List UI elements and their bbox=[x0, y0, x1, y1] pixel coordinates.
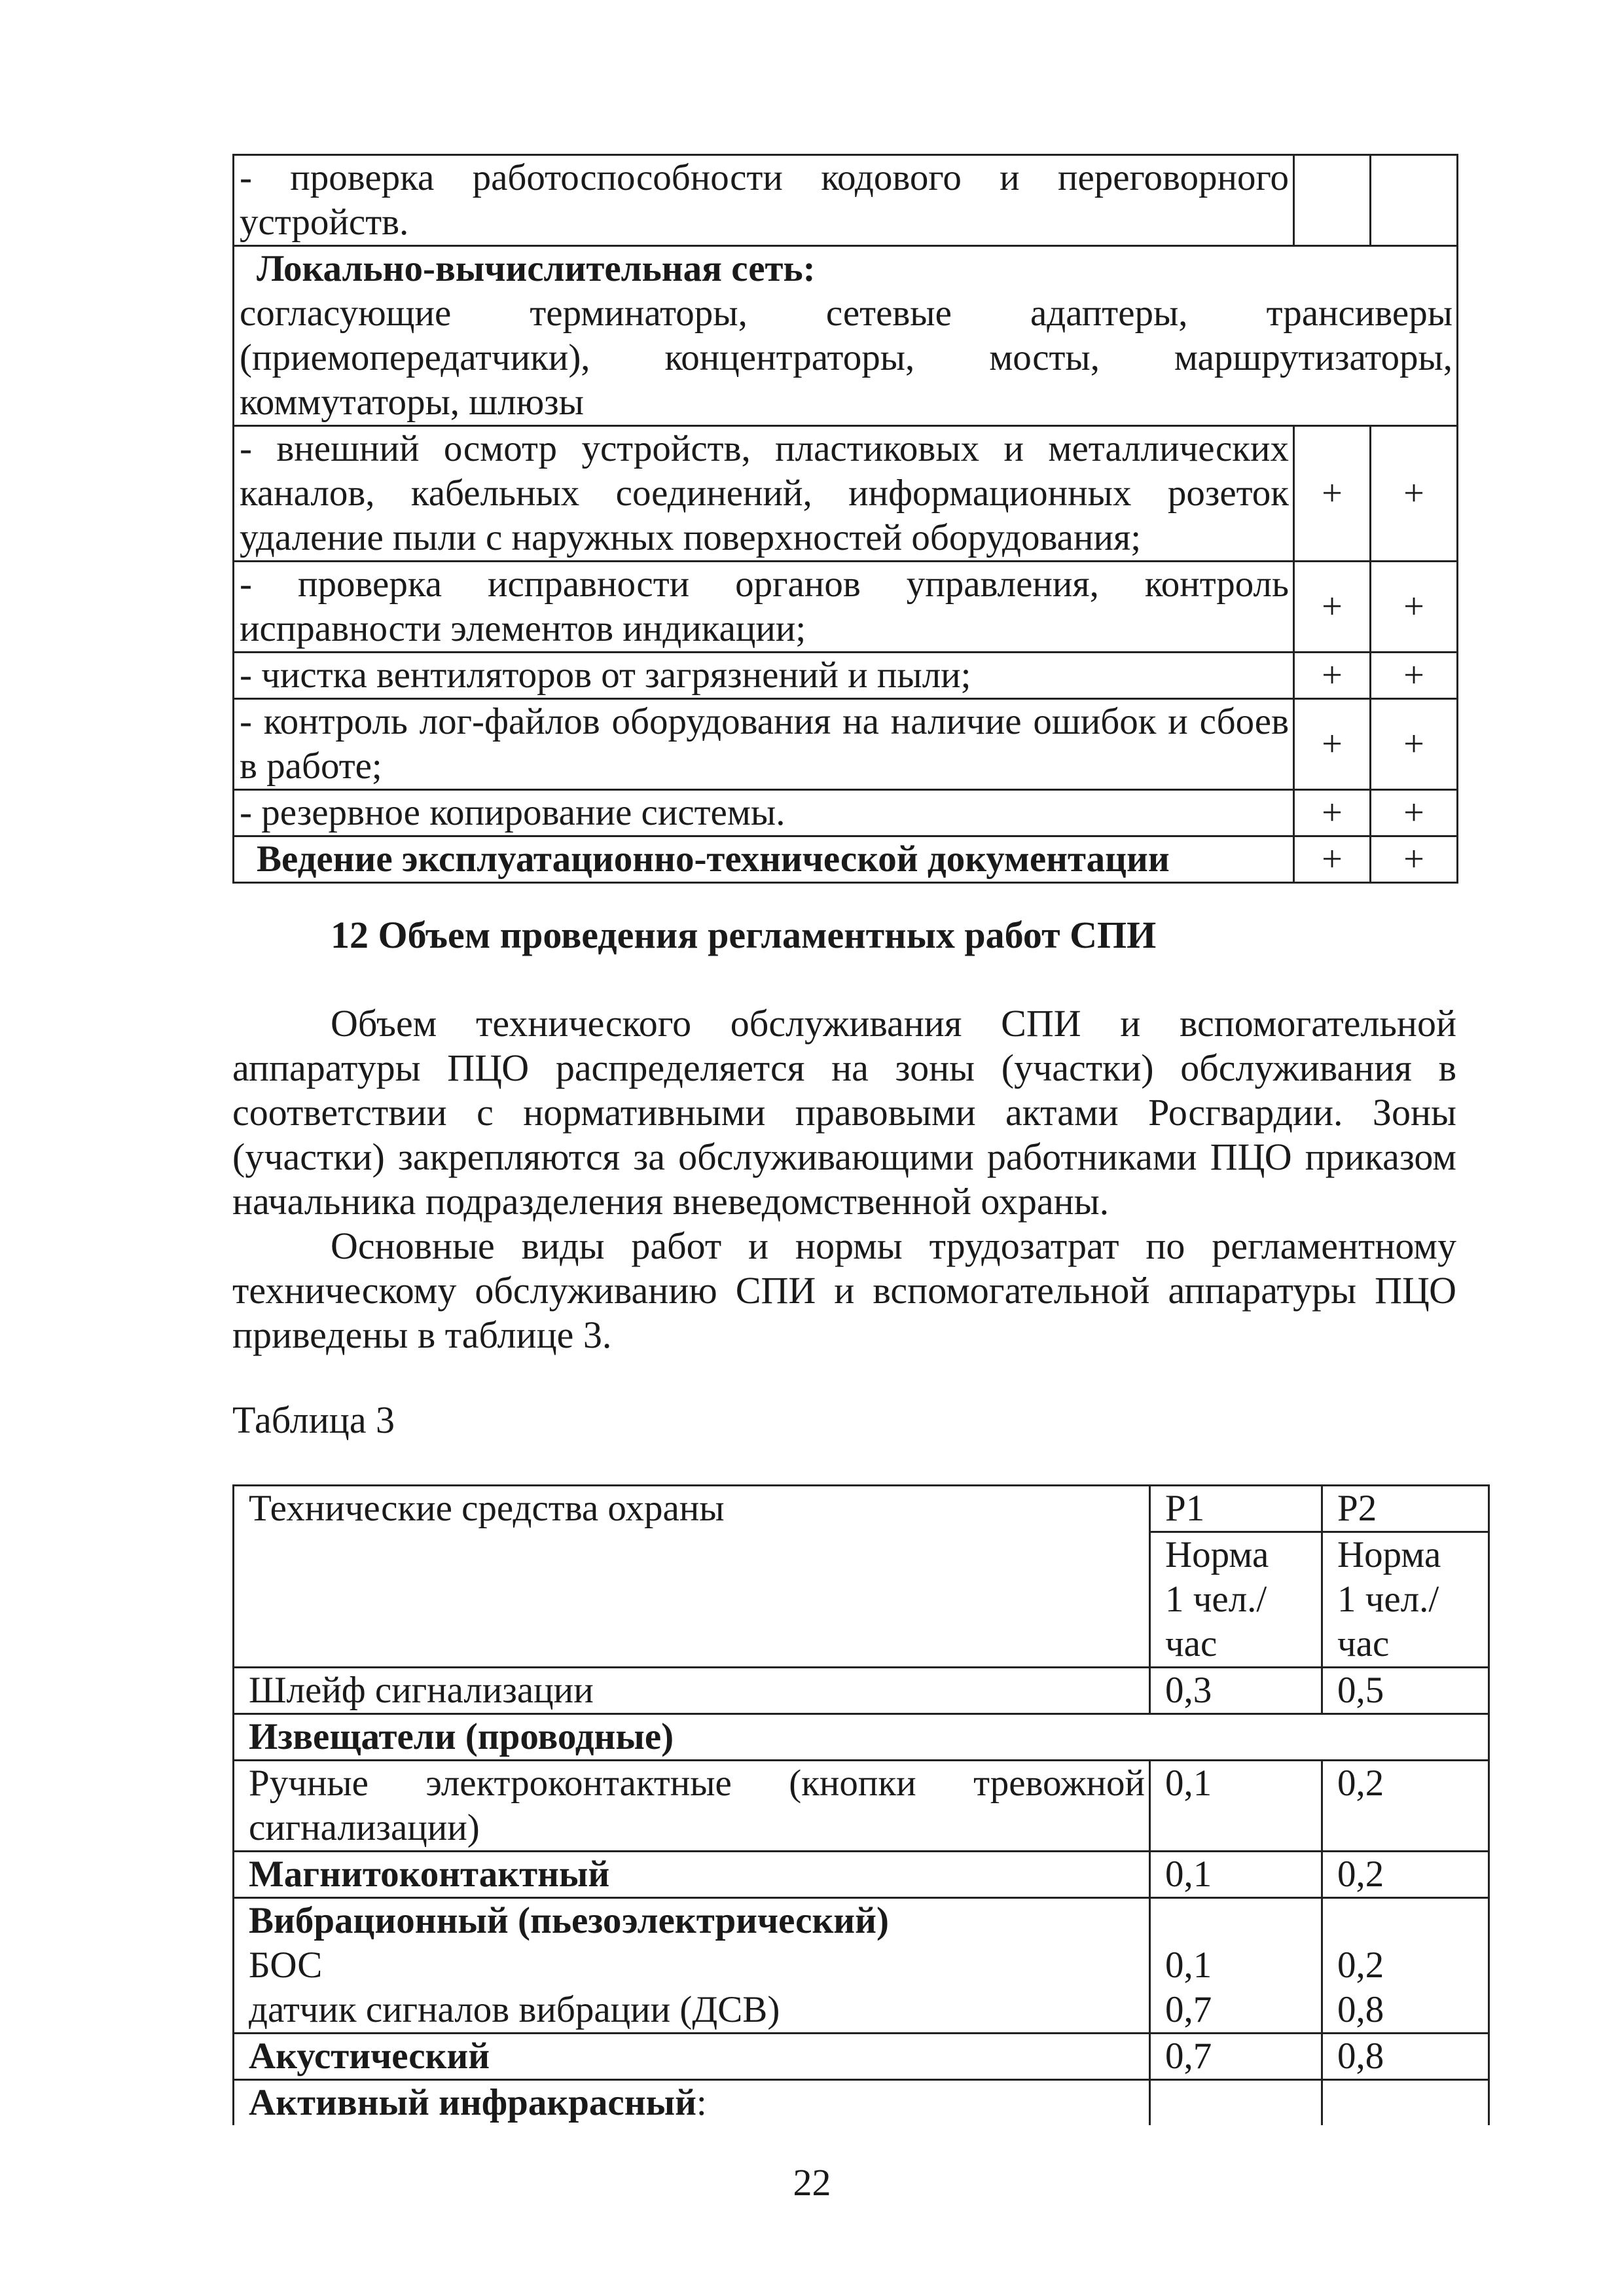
p1-value: 0,1 bbox=[1150, 1761, 1322, 1852]
table-group-row bbox=[234, 1714, 1489, 1761]
row-description: - проверка работоспособности кодового и переговорного устройств. bbox=[234, 155, 1294, 246]
p2-value: 0,2 bbox=[1322, 1761, 1489, 1852]
group-title: Извещатели (проводные) bbox=[249, 1716, 674, 1757]
row-description: - контроль лог-файлов оборудования на наличие ошибок и сбоев в работе; bbox=[234, 699, 1294, 790]
sub-label: датчик сигналов вибрации (ДСВ) bbox=[249, 1989, 780, 2030]
table-row bbox=[234, 653, 1458, 699]
table-row bbox=[234, 562, 1458, 653]
header-p2: Р2 bbox=[1322, 1486, 1489, 1532]
p2-mark: + bbox=[1371, 653, 1458, 699]
row-description: - чистка вентиляторов от загрязнений и пыли; bbox=[234, 653, 1294, 699]
section-heading: Локально-вычислительная сеть: bbox=[257, 248, 816, 289]
p2-value: 0,8 bbox=[1322, 2034, 1489, 2080]
row-label: Ручные электроконтактные (кнопки тревожной сигнализации) bbox=[234, 1761, 1150, 1852]
header-norm-p1: Норма 1 чел./ час bbox=[1150, 1532, 1322, 1668]
row-label bbox=[234, 1852, 1150, 1898]
table-row bbox=[234, 426, 1458, 562]
group-label bbox=[234, 1714, 1489, 1761]
table-row bbox=[234, 2034, 1489, 2080]
row-label bbox=[234, 1898, 1150, 2034]
table-row bbox=[234, 1898, 1489, 2034]
p1-mark: + bbox=[1294, 426, 1371, 562]
header-equipment: Технические средства охраны bbox=[234, 1486, 1150, 1668]
table-row bbox=[234, 1761, 1489, 1852]
row-label: Шлейф сигнализации bbox=[234, 1668, 1150, 1714]
paragraph: Основные виды работ и нормы трудозатрат по регламентному техническому обслуживанию СПИ и вспомогательной аппаратуры ПЦО приведены в таблице 3. bbox=[232, 1225, 1456, 1356]
p2-mark bbox=[1371, 155, 1458, 246]
p1-mark: + bbox=[1294, 790, 1371, 836]
section-text: согласующие терминаторы, сетевые адаптеры, трансиверы (приемопередатчики), концентраторы, мосты, маршрутизаторы, коммутаторы, шлюзы bbox=[240, 293, 1453, 423]
p2-mark: + bbox=[1371, 699, 1458, 790]
row-title: Вибрационный (пьезоэлектрический) bbox=[249, 1900, 889, 1941]
table-row bbox=[234, 790, 1458, 836]
p2-values bbox=[1322, 1898, 1489, 2034]
section-title: 12 Объем проведения регламентных работ СПИ bbox=[331, 914, 1157, 956]
row-title: Активный инфракрасный bbox=[249, 2082, 696, 2123]
table-row bbox=[234, 155, 1458, 246]
table-caption: Таблица 3 bbox=[232, 1399, 395, 1441]
table-row bbox=[234, 699, 1458, 790]
row-label bbox=[234, 2034, 1150, 2080]
p1-mark bbox=[1294, 155, 1371, 246]
p1-mark: + bbox=[1294, 562, 1371, 653]
row-title: Акустический bbox=[249, 2036, 490, 2077]
table-section-row bbox=[234, 246, 1458, 426]
header-p1: Р1 bbox=[1150, 1486, 1322, 1532]
p1-value: 0,1 bbox=[1150, 1852, 1322, 1898]
p2-value: 0,2 bbox=[1337, 1945, 1384, 1986]
p1-values bbox=[1150, 1898, 1322, 2034]
p1-value bbox=[1150, 2080, 1322, 2126]
documentation-heading: Ведение эксплуатационно-технической документации bbox=[257, 838, 1170, 880]
table-row bbox=[234, 1852, 1489, 1898]
p1-value: 0,3 bbox=[1150, 1668, 1322, 1714]
p1-value: 0,7 bbox=[1150, 2034, 1322, 2080]
row-suffix: : bbox=[696, 2082, 707, 2123]
paragraph: Объем технического обслуживания СПИ и вспомогательной аппаратуры ПЦО распределяется на зоны (участки) обслуживания в соответствии с нормативными правовыми актами Росгвардии. Зоны (участки) закрепляются за обслуживающими работниками ПЦО приказом начальника подразделения вневедомственной охраны. bbox=[232, 1002, 1456, 1223]
table-header-row bbox=[234, 1486, 1489, 1532]
table-row bbox=[234, 836, 1458, 883]
p1-mark: + bbox=[1294, 699, 1371, 790]
p2-value: 0,5 bbox=[1322, 1668, 1489, 1714]
p2-mark: + bbox=[1371, 790, 1458, 836]
p1-mark: + bbox=[1294, 836, 1371, 883]
row-description: - внешний осмотр устройств, пластиковых и металлических каналов, кабельных соединений, информационных розеток удаление пыли с наружных поверхностей оборудования; bbox=[234, 426, 1294, 562]
p2-value: 0,8 bbox=[1337, 1989, 1384, 2030]
p2-mark: + bbox=[1371, 426, 1458, 562]
p1-value: 0,1 bbox=[1165, 1945, 1212, 1986]
p1-mark: + bbox=[1294, 653, 1371, 699]
p2-mark: + bbox=[1371, 562, 1458, 653]
sub-label: БОС bbox=[249, 1945, 323, 1986]
p1-value: 0,7 bbox=[1165, 1989, 1212, 2030]
table-row bbox=[234, 2080, 1489, 2126]
page-number: 22 bbox=[793, 2161, 831, 2204]
p2-value bbox=[1322, 2080, 1489, 2126]
lan-section bbox=[234, 246, 1458, 426]
p2-value: 0,2 bbox=[1322, 1852, 1489, 1898]
row-description bbox=[234, 836, 1294, 883]
table-row bbox=[234, 1668, 1489, 1714]
header-norm-p2: Норма 1 чел./ час bbox=[1322, 1532, 1489, 1668]
labor-norms-table bbox=[232, 1484, 1490, 2125]
p2-mark: + bbox=[1371, 836, 1458, 883]
section-body bbox=[232, 1001, 1456, 1357]
maintenance-table bbox=[232, 154, 1458, 884]
row-description: - резервное копирование системы. bbox=[234, 790, 1294, 836]
row-title: Магнитоконтактный bbox=[249, 1854, 610, 1895]
row-description: - проверка исправности органов управления, контроль исправности элементов индикации; bbox=[234, 562, 1294, 653]
row-label bbox=[234, 2080, 1150, 2126]
